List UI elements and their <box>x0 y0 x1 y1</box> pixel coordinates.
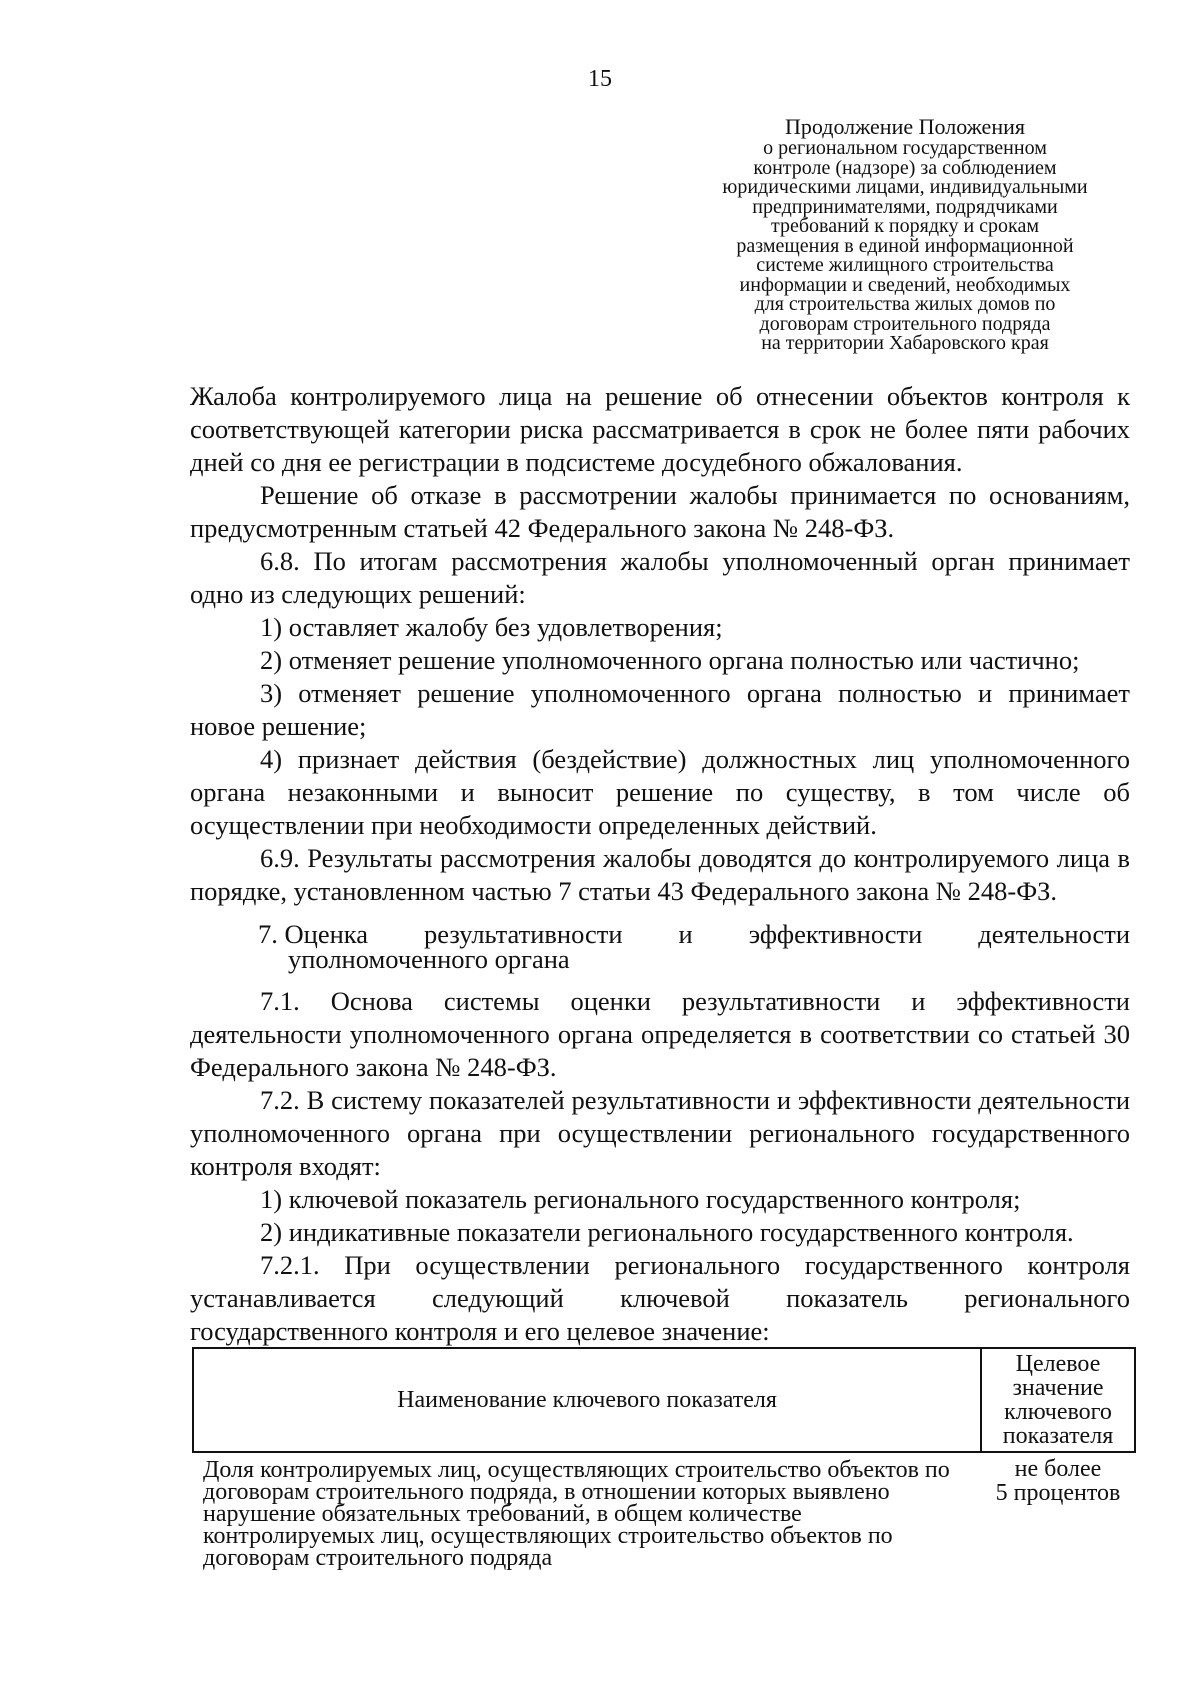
header-line: о региональном государственном <box>763 137 1047 159</box>
list-item: 1) ключевой показатель регионального государственного контроля; <box>260 1184 1021 1214</box>
heading-word: результативности <box>424 919 623 949</box>
header-line: требований к порядку и срокам <box>771 215 1039 237</box>
paragraph: 7.2. В систему показателей результативности и эффективности деятельности уполномоченного органа при осуществлении регионального государственного контроля входят: <box>190 1085 1130 1181</box>
list-item: 4) признает действия (бездействие) должностных лиц уполномоченного органа незаконными и выносит решение по существу, в том числе об осуществлении при необходимости определенных действий. <box>190 744 1130 840</box>
paragraph: 6.8. По итогам рассмотрения жалобы уполномоченный орган принимает одно из следующих решений: <box>190 546 1130 609</box>
heading-word: 7. Оценка <box>258 919 368 949</box>
column-header-name: Наименование ключевого показателя <box>193 1348 981 1452</box>
heading-word: и <box>678 919 693 949</box>
list-item: 3) отменяет решение уполномоченного органа полностью и принимает новое решение; <box>190 678 1130 741</box>
header-line: ключевого <box>1004 1399 1112 1425</box>
column-header-target <box>981 1348 1135 1452</box>
header-title: Продолжение Положения <box>785 114 1025 139</box>
page-number: 15 <box>588 66 612 92</box>
table-header-row <box>193 1348 1135 1452</box>
list-item: 2) отменяет решение уполномоченного органа полностью или частично; <box>260 645 1080 675</box>
header-line: контроле (надзоре) за соблюдением <box>753 156 1057 179</box>
header-line: на территории Хабаровского края <box>761 332 1049 354</box>
header-line: договорам строительного подряда <box>759 312 1051 335</box>
header-line: значение <box>1012 1375 1104 1401</box>
header-line: информации и сведений, необходимых <box>739 273 1071 296</box>
cell-target-value <box>981 1452 1135 1569</box>
paragraph: 6.9. Результаты рассмотрения жалобы доводятся до контролируемого лица в порядке, установленном частью 7 статьи 43 Федерального закона № 248-ФЗ. <box>190 843 1130 906</box>
table-row <box>193 1452 1135 1569</box>
header-line: показателя <box>1002 1423 1114 1449</box>
paragraph: Решение об отказе в рассмотрении жалобы принимается по основаниям, предусмотренным статьей 42 Федерального закона № 248-ФЗ. <box>190 480 1130 543</box>
cell-indicator-name: Доля контролируемых лиц, осуществляющих строительство объектов по договорам строительного подряда, в отношении которых выявлено нарушение обязательных требований, в общем количестве контролируемых лиц, осуществляющих строительство объектов по договорам строительного подряда <box>203 1457 950 1571</box>
section-heading-line-2: уполномоченного органа <box>288 944 570 974</box>
target-line: не более <box>1014 1456 1102 1482</box>
document-header <box>690 115 1120 354</box>
header-line: размещения в единой информационной <box>736 234 1074 257</box>
header-line: юридическими лицами, индивидуальными <box>722 176 1088 198</box>
target-line: 5 процентов <box>995 1480 1121 1506</box>
paragraph: 7.1. Основа системы оценки результативности и эффективности деятельности уполномоченного органа определяется в соответствии со статьей 30 Федерального закона № 248-ФЗ. <box>190 986 1130 1082</box>
heading-word: эффективности <box>748 919 923 949</box>
header-line: для строительства жилых домов по <box>754 293 1056 315</box>
header-line: Целевое <box>1015 1351 1101 1377</box>
paragraph: Жалоба контролируемого лица на решение об отнесении объектов контроля к соответствующей категории риска рассматривается в срок не более пяти рабочих дней со дня ее регистрации в подсистеме досудебного обжалования. <box>190 381 1130 477</box>
section-7-body <box>190 985 1130 1348</box>
section-heading <box>258 919 1130 974</box>
header-line: предпринимателями, подрядчиками <box>752 195 1058 218</box>
paragraph: 7.2.1. При осуществлении регионального государственного контроля устанавливается следующий ключевой показатель регионального государственного контроля и его целевое значение: <box>190 1250 1130 1346</box>
header-line: системе жилищного строительства <box>756 254 1054 276</box>
heading-word: деятельности <box>978 919 1130 949</box>
list-item: 1) оставляет жалобу без удовлетворения; <box>260 612 723 642</box>
body-text <box>190 380 1130 908</box>
list-item: 2) индикативные показатели регионального государственного контроля. <box>260 1217 1074 1247</box>
kpi-table <box>192 1347 1136 1569</box>
